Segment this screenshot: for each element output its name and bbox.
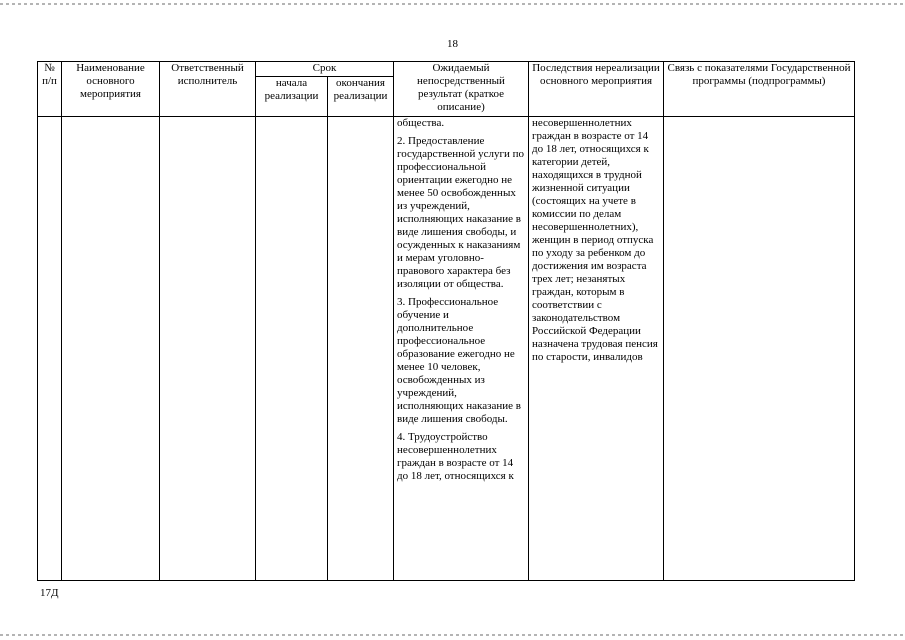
cell-period-end	[328, 117, 394, 581]
expected-paragraph: 2. Предоставление государственной услуги по профессиональной ориентации ежегодно не менее 50 освобожденных из учреждений, исполняющих наказание в виде лишения свободы, и осужденных к наказаниям и мерам уголовно-правового характера без изоляции от общества.	[397, 135, 525, 290]
expected-paragraph: 3. Профессиональное обучение и дополнительное профессиональное образование ежегодно не менее 10 человек, освобожденных из учреждений, исполняющих наказание в виде лишения свободы.	[397, 296, 521, 425]
cell-executor	[160, 117, 256, 581]
header-executor: Ответственный исполнитель	[160, 62, 256, 117]
header-measure-name: Наименование основного мероприятия	[62, 62, 160, 117]
header-period-start: начала реализации	[256, 77, 328, 117]
page-number: 18	[447, 38, 458, 50]
header-expected-result: Ожидаемый непосредственный результат (краткое описание)	[394, 62, 529, 117]
cell-expected-result	[394, 117, 529, 581]
cell-period-start	[256, 117, 328, 581]
cell-consequences: несовершеннолетних граждан в возрасте от 14 до 18 лет, относящихся к категории детей, находящихся в трудной жизненной ситуации (состоящих на учете в комиссии по делам несовершеннолетних), женщин в период отпуска по уходу за ребенком до достижения им возраста трех лет; незанятых граждан, которым в соответствии с законодательством Российской Федерации назначена трудовая пенсия по старости, инвалидов	[529, 117, 664, 581]
scan-edge-top	[0, 3, 905, 5]
header-period: Срок	[256, 62, 394, 77]
expected-paragraph: общества.	[397, 117, 445, 129]
document-code: 17Д	[40, 587, 59, 599]
header-number: № п/п	[38, 62, 62, 117]
cell-measure-name	[62, 117, 160, 581]
cell-number	[38, 117, 62, 581]
table-header	[38, 62, 855, 117]
header-consequences: Последствия нереализации основного мероприятия	[529, 62, 664, 117]
cell-program-link	[664, 117, 855, 581]
measures-table	[37, 61, 855, 581]
header-period-end: окончания реализации	[328, 77, 394, 117]
table-row	[38, 117, 855, 581]
expected-paragraph: 4. Трудоустройство несовершеннолетних граждан в возрасте от 14 до 18 лет, относящихся к	[397, 431, 514, 482]
header-program-link: Связь с показателями Государственной программы (подпрограммы)	[664, 62, 855, 117]
scan-edge-bottom	[0, 634, 905, 636]
